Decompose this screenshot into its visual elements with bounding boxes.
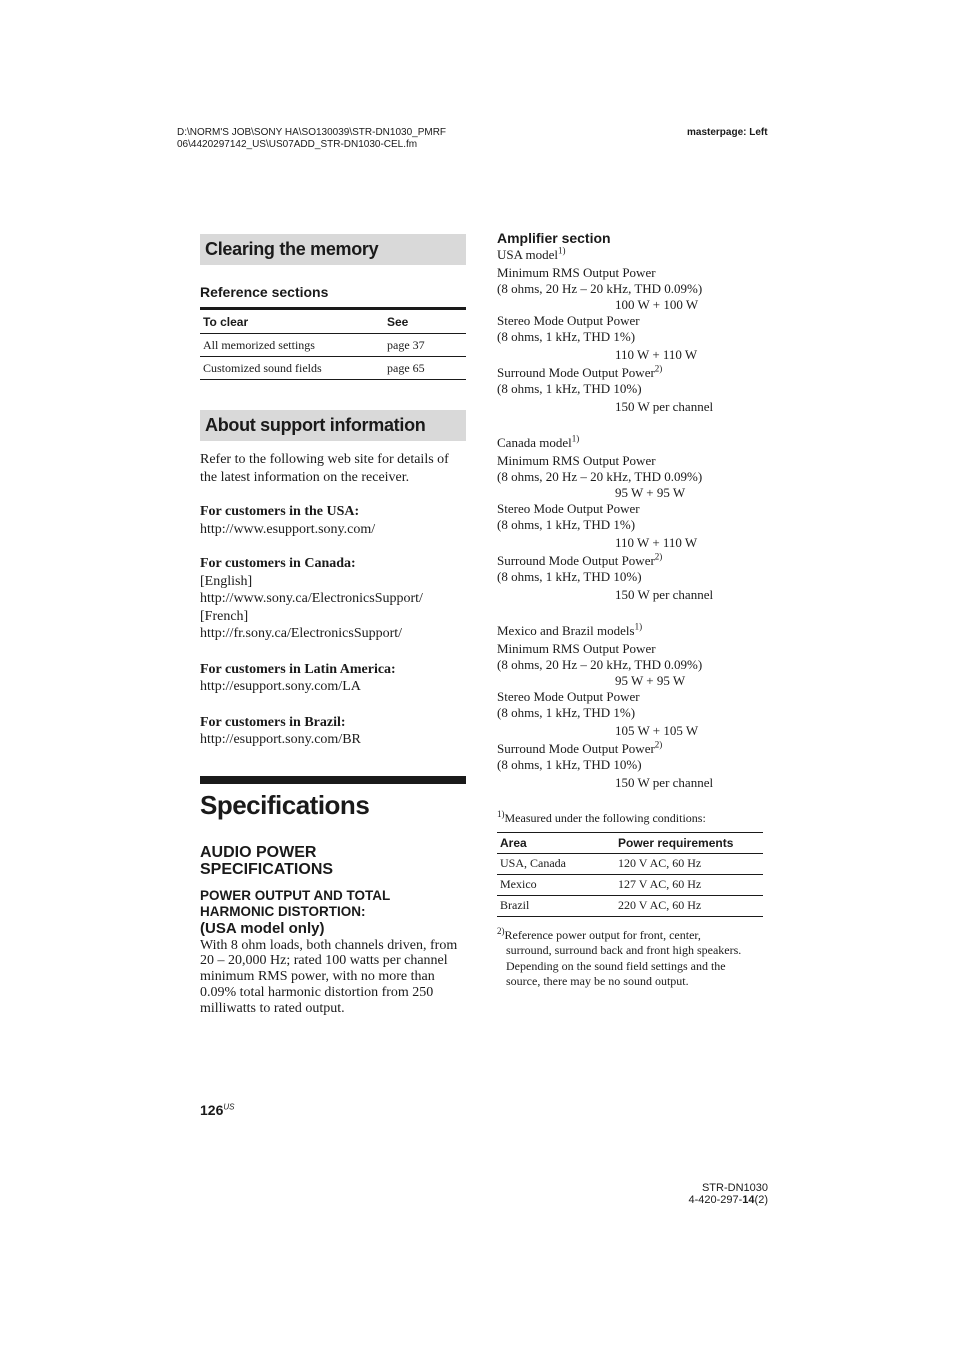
footnote-1-marker: 1): [634, 621, 643, 632]
latin-america-support-link[interactable]: http://esupport.sony.com/LA: [200, 679, 361, 694]
surround-condition: (8 ohms, 1 kHz, THD 10%): [497, 569, 642, 584]
stereo-value: 105 W + 105 W: [615, 723, 699, 738]
table-cell: 120 V AC, 60 Hz: [615, 853, 763, 874]
document-code-prefix: 4-420-297-: [688, 1194, 743, 1206]
model-name-footer: STR-DN1030: [701, 1182, 768, 1194]
stereo-condition: (8 ohms, 1 kHz, THD 1%): [497, 705, 636, 720]
page-number-value: 126: [200, 1102, 224, 1118]
column-header-see: See: [384, 309, 466, 334]
usa-customers-label: For customers in the USA:: [200, 504, 360, 519]
canada-english-label: [English]: [200, 573, 253, 589]
latin-america-customers-label: For customers in Latin America:: [200, 661, 396, 677]
footnote-2-line-3: Depending on the sound field settings and the: [506, 958, 726, 973]
audio-power-heading-line-2: SPECIFICATIONS: [200, 860, 334, 878]
surround-condition: (8 ohms, 1 kHz, THD 10%): [497, 757, 642, 772]
table-cell: page 65: [384, 357, 466, 380]
table-cell: page 37: [384, 334, 466, 357]
masterpage-label: masterpage: Left: [687, 127, 768, 138]
footnote-2-line-1: Reference power output for front, center,: [504, 927, 701, 942]
table-row: [497, 874, 763, 895]
power-output-heading: [200, 888, 466, 920]
column-header-to-clear: To clear: [200, 309, 384, 334]
min-rms-condition: (8 ohms, 20 Hz – 20 kHz, THD 0.09%): [497, 469, 703, 484]
clearing-memory-heading: Clearing the memory: [200, 234, 466, 265]
column-header-power: Power requirements: [615, 832, 763, 853]
footnote-1-marker: 1): [571, 433, 580, 444]
table-row: [200, 334, 466, 357]
stereo-label: Stereo Mode Output Power: [497, 313, 640, 328]
table-cell: Customized sound fields: [200, 357, 384, 380]
surround-label: Surround Mode Output Power: [497, 553, 655, 568]
reference-sections-heading: Reference sections: [200, 284, 329, 300]
power-spec-paragraph: With 8 ohm loads, both channels driven, from 20 – 20,000 Hz; rated 100 watts per channel minimum RMS power, with no more than 0.09% total harmonic distortion from 250 milliwatts to rated output.: [200, 937, 458, 1016]
min-rms-condition: (8 ohms, 20 Hz – 20 kHz, THD 0.09%): [497, 281, 703, 296]
table-header-row: [200, 309, 466, 334]
table-cell: 127 V AC, 60 Hz: [615, 874, 763, 895]
file-path-line-1: D:\NORM'S JOB\SONY HA\SO130039\STR-DN1030_PMRF: [177, 127, 447, 138]
brazil-support-link[interactable]: http://esupport.sony.com/BR: [200, 732, 361, 747]
stereo-value: 110 W + 110 W: [615, 535, 698, 550]
footnote-2-marker: 2): [654, 739, 663, 750]
file-path-line-2: 06\4420297142_US\US07ADD_STR-DN1030-CEL.fm: [177, 139, 418, 150]
table-row: [497, 853, 763, 874]
min-rms-value: 95 W + 95 W: [615, 485, 686, 500]
surround-value: 150 W per channel: [615, 775, 714, 790]
surround-label: Surround Mode Output Power: [497, 741, 655, 756]
footnote-2-marker: 2): [497, 925, 505, 936]
table-row: [497, 895, 763, 916]
audio-power-heading-line-1: AUDIO POWER: [200, 843, 317, 861]
page-number: [200, 1102, 234, 1118]
footnote-2-line-2: surround, surround back and front high speakers.: [506, 943, 742, 957]
min-rms-condition: (8 ohms, 20 Hz – 20 kHz, THD 0.09%): [497, 657, 703, 672]
table-cell: Brazil: [497, 895, 615, 916]
usa-model-block: [497, 247, 763, 415]
model-name: Canada model: [497, 435, 572, 450]
mexico-brazil-model-block: [497, 623, 763, 791]
file-path-header: [177, 127, 446, 151]
amplifier-section-heading: Amplifier section: [497, 230, 611, 246]
footnote-2-line-4: source, there may be no sound output.: [506, 974, 689, 988]
table-header-row: [497, 832, 763, 853]
page-number-suffix: US: [223, 1102, 235, 1112]
surround-label: Surround Mode Output Power: [497, 365, 655, 380]
power-output-heading-line-1: POWER OUTPUT AND TOTAL: [200, 887, 391, 903]
power-output-heading-line-2: HARMONIC DISTORTION:: [200, 903, 366, 919]
min-rms-label: Minimum RMS Output Power: [497, 265, 656, 280]
table-cell: Mexico: [497, 874, 615, 895]
canada-customers-label: For customers in Canada:: [200, 556, 356, 571]
usa-model-only-label: (USA model only): [200, 919, 325, 937]
canada-english-link[interactable]: http://www.sony.ca/ElectronicsSupport/: [200, 591, 423, 606]
support-info-heading: About support information: [200, 410, 466, 441]
min-rms-value: 95 W + 95 W: [615, 673, 686, 688]
canada-french-label: [French]: [200, 608, 249, 624]
footnote-2: [497, 925, 763, 990]
specifications-rule: [200, 776, 466, 784]
reference-table: [200, 307, 466, 380]
stereo-label: Stereo Mode Output Power: [497, 689, 640, 704]
min-rms-label: Minimum RMS Output Power: [497, 641, 656, 656]
document-code-suffix: (2): [754, 1194, 768, 1206]
model-name: USA model: [497, 247, 559, 262]
table-row: [200, 357, 466, 380]
model-code-block: [686, 1182, 768, 1206]
right-column: [497, 230, 763, 990]
footnote-1-marker: 1): [558, 245, 566, 256]
usa-support-link[interactable]: http://www.esupport.sony.com/: [200, 521, 376, 537]
brazil-customers-label: For customers in Brazil:: [200, 714, 346, 730]
power-requirements-table: [497, 832, 763, 917]
surround-condition: (8 ohms, 1 kHz, THD 10%): [497, 381, 642, 396]
min-rms-label: Minimum RMS Output Power: [497, 453, 656, 468]
surround-value: 150 W per channel: [615, 399, 714, 414]
table-cell: USA, Canada: [497, 853, 615, 874]
stereo-condition: (8 ohms, 1 kHz, THD 1%): [497, 517, 636, 532]
document-code: [686, 1194, 768, 1206]
support-intro: Refer to the following web site for details of the latest information on the receiver.: [200, 452, 449, 485]
footnote-1-text: Measured under the following conditions:: [504, 811, 706, 825]
footnote-2-marker: 2): [654, 551, 663, 562]
audio-power-heading: [200, 844, 466, 878]
column-header-area: Area: [497, 832, 615, 853]
specifications-title: Specifications: [200, 789, 370, 820]
footnote-1-marker: 1): [497, 809, 505, 819]
table-cell: 220 V AC, 60 Hz: [615, 895, 763, 916]
surround-value: 150 W per channel: [615, 587, 714, 602]
stereo-label: Stereo Mode Output Power: [497, 501, 640, 516]
footnote-1: [497, 811, 763, 827]
left-column: [200, 234, 466, 1016]
min-rms-value: 100 W + 100 W: [615, 297, 699, 312]
canada-french-link[interactable]: http://fr.sony.ca/ElectronicsSupport/: [200, 626, 403, 641]
document-code-bold: 14: [742, 1194, 755, 1206]
canada-model-block: [497, 435, 763, 603]
model-name: Mexico and Brazil models: [497, 623, 635, 638]
footnote-2-marker: 2): [654, 363, 663, 374]
stereo-condition: (8 ohms, 1 kHz, THD 1%): [497, 329, 636, 344]
table-cell: All memorized settings: [200, 334, 384, 357]
stereo-value: 110 W + 110 W: [615, 347, 698, 362]
